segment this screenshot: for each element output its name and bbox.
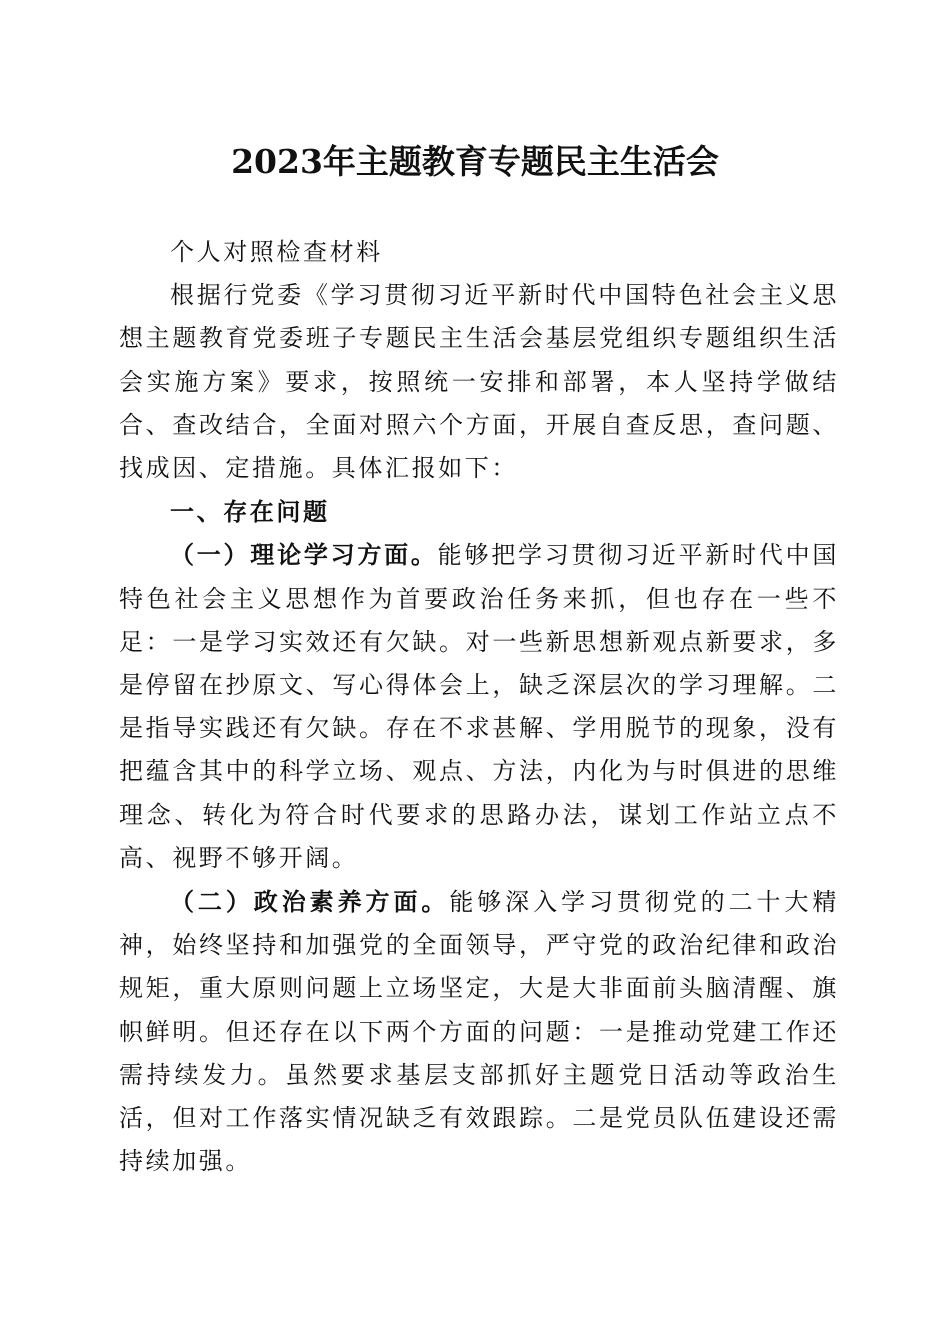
paragraph-theory-study — [119, 533, 839, 880]
document-title: 2023年主题教育专题民主生活会 — [231, 142, 719, 181]
paragraph-lead: （一）理论学习方面。 — [170, 540, 438, 570]
section-heading-problems: 一、存在问题 — [170, 497, 330, 527]
paragraph-text: 能够深入学习贯彻党的二十大精神，始终坚持和加强党的全面领导，严守党的政治纪律和政治规矩，重大原则问题上立场坚定，大是大非面前头脑清醒、旗帜鲜明。但还存在以下两个方面的问题：一是推动党建工作还需持续发力。虽然要求基层支部抓好主题党日活动等政治生活，但对工作落实情况缺乏有效跟踪。二是党员队伍建设还需持续加强。 — [119, 888, 840, 1176]
paragraph-text: 能够把学习贯彻习近平新时代中国特色社会主义思想作为首要政治任务来抓，但也存在一些不足：一是学习实效还有欠缺。对一些新思想新观点新要求，多是停留在抄原文、写心得体会上，缺乏深层次的学习理解。二是指导实践还有欠缺。存在不求甚解、学用脱节的现象，没有把蕴含其中的科学立场、观点、方法，内化为与时俱进的思维理念、转化为符合时代要求的思路办法，谋划工作站立点不高、视野不够开阔。 — [119, 541, 840, 872]
paragraph-lead: （二）政治素养方面。 — [170, 887, 450, 917]
document-body — [119, 231, 839, 1183]
intro-paragraph: 根据行党委《学习贯彻习近平新时代中国特色社会主义思想主题教育党委班子专题民主生活会基层党组织专题组织生活会实施方案》要求，按照统一安排和部署，本人坚持学做结合、查改结合，全面对照六个方面，开展自查反思，查问题、找成因、定措施。具体汇报如下： — [119, 281, 839, 483]
document-subtitle: 个人对照检查材料 — [170, 238, 383, 266]
paragraph-political-quality — [119, 880, 839, 1183]
